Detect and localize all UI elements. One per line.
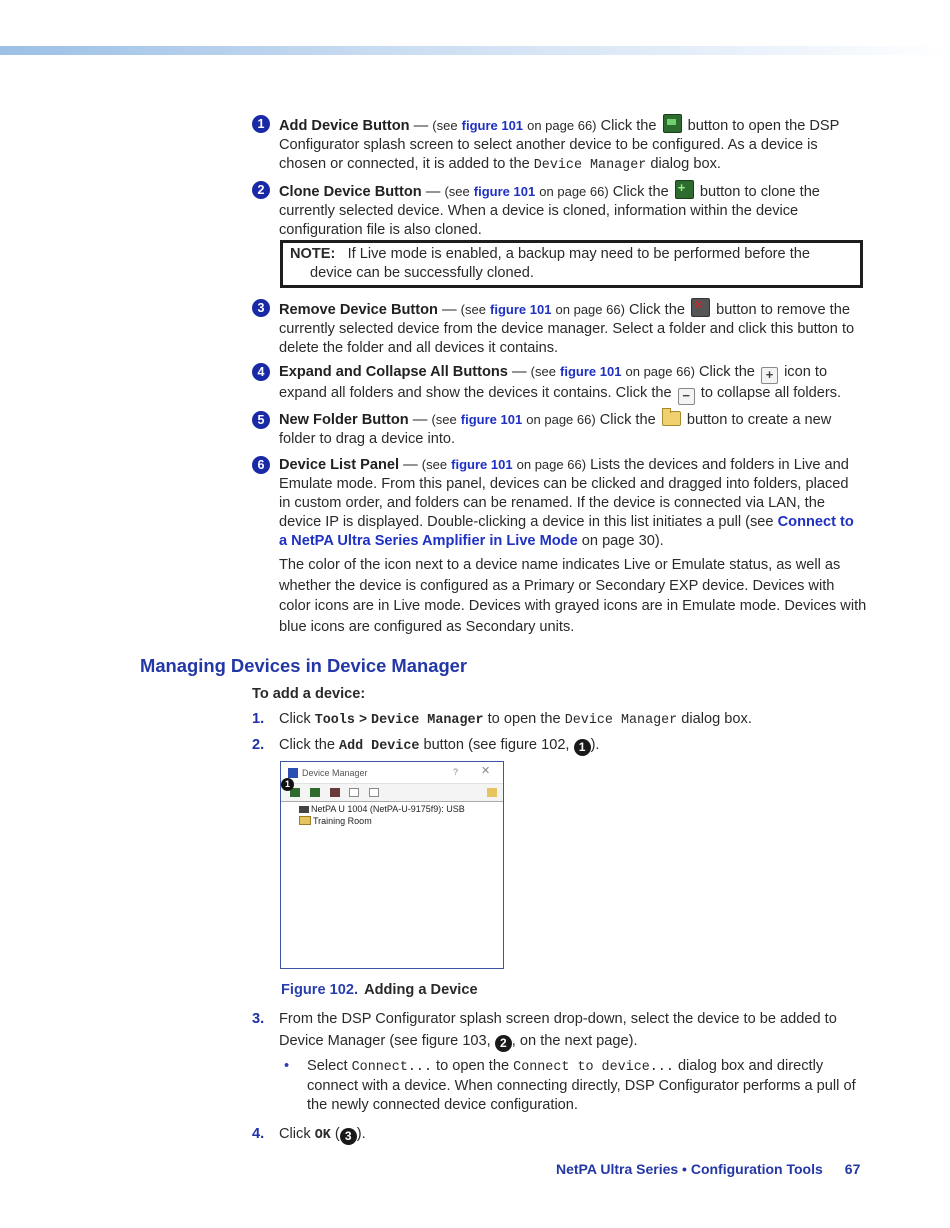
step-number: 2. [252,737,265,753]
header-gradient-bar [0,46,950,55]
color-paragraph: The color of the icon next to a device name indicates Live or Emulate status, as well as whether the device is configured as a Primary or Secondary EXP device. Devices with color icons are in Live mode. Devices with grayed icons are in Emulate mode. Devices with blue icons are configured as Secondary units. [279,557,867,635]
text: button to open the DSP Configurator splash screen to select another device to be configured. As a device is chosen or connected, it is added to the [279,118,840,172]
clone-device-icon [675,180,694,199]
item-expand-collapse [252,362,862,405]
dash: — [512,364,527,380]
figure-caption [281,981,478,1000]
callout-number: 1 [252,115,270,133]
remove-device-icon [691,298,710,317]
figure-link[interactable]: figure 101 [490,302,552,317]
dialog-title: Device Manager [302,768,368,778]
step-number: 4. [252,1126,265,1142]
close-button[interactable]: ✕ [481,765,491,777]
dash: — [425,184,441,200]
text: Lists the devices and folders in Live and Emulate mode. From this panel, devices can be clicked and dragged into folders, placed in custom order, and folders can be renamed. If the device is connected via LAN, the device IP is displayed. Double-clicking a device in this list initiates a pull (see [279,457,849,530]
text: Select [307,1058,348,1074]
text: Click the [612,184,669,200]
text: Click the [698,364,755,380]
item-add-device [252,114,862,175]
text: ). [356,1126,366,1142]
help-button[interactable]: ? [453,767,459,777]
item-term: Add Device Button [279,118,410,134]
item-new-folder [252,410,862,449]
page-ref: on page 66) [625,364,695,379]
item-term: Expand and Collapse All Buttons [279,364,508,380]
text: button to remove the currently selected device from the device manager. Select a folder and click this button to delete the folder and all devices it contains. [279,302,855,356]
step-2 [252,736,872,756]
text: Click the [599,412,656,428]
page-ref: on page 66) [527,118,597,133]
folder-icon [299,816,311,825]
app-icon [288,768,298,778]
callout-number: 4 [252,363,270,381]
see-text: (see [460,302,486,317]
step-number: 1. [252,711,265,727]
text: ( [334,1126,340,1142]
device-label: NetPA U 1004 (NetPA-U-9175f9): USB [311,804,465,814]
note-label: NOTE: [290,246,336,262]
figure-link[interactable]: figure 101 [451,457,513,472]
text: Click [279,711,311,727]
callout-number: 2 [252,181,270,199]
text: ). [590,737,600,753]
item-device-list-panel [252,455,862,551]
text: button to clone the currently selected device. When a device is cloned, information within the device configuration file is also cloned. [279,184,820,238]
see-text: (see [444,184,470,199]
clone-device-icon[interactable] [310,788,320,797]
collapse-icon[interactable] [369,788,379,797]
button-name: Add Device [339,739,420,754]
text: Click the [628,302,685,318]
step-1 [252,710,872,730]
text: button (see figure 102, [423,737,570,753]
section-heading: Managing Devices in Device Manager [140,655,468,676]
folder-label: Training Room [313,816,372,826]
mono-text: Device Manager [564,713,678,728]
text: on page 30). [581,533,664,549]
text: to open the [487,711,561,727]
page-ref: on page 66) [526,412,596,427]
callout-number: 3 [252,299,270,317]
see-text: (see [530,364,556,379]
bullet-dot: • [284,1058,290,1074]
new-folder-icon [662,411,681,426]
text: Click the [279,737,335,753]
list-item[interactable] [299,816,503,828]
remove-device-icon[interactable] [330,788,340,797]
step-3 [252,1008,867,1052]
note-text: If Live mode is enabled, a backup may need to be performed before the [347,246,811,262]
callout-marker: 3 [340,1128,357,1145]
expand-icon: + [761,367,778,384]
list-item[interactable] [299,804,503,816]
add-device-icon [663,114,682,133]
new-folder-icon[interactable] [487,788,497,797]
see-text: (see [432,118,458,133]
figure-link[interactable]: figure 101 [560,364,622,379]
text: Click [279,1126,311,1142]
note-box [280,240,863,288]
step-4 [252,1125,872,1145]
dash: — [442,302,457,318]
page-number: 67 [844,1161,861,1177]
figure-number: Figure 102. [281,982,359,998]
text: to open the [436,1058,510,1074]
bullet-item [284,1057,864,1115]
device-manager-screenshot [280,761,504,969]
mono-text: Device Manager [533,158,647,173]
footer-text: NetPA Ultra Series • Configuration Tools [556,1161,823,1177]
expand-icon[interactable] [349,788,359,797]
callout-marker: 1 [574,739,591,756]
text: Click the [600,118,657,134]
figure-link[interactable]: figure 101 [460,412,523,427]
text: From the DSP Configurator splash screen drop-down, select the device to be added to Device Manager (see figure 103, [279,1011,837,1049]
text: dialog box. [681,711,752,727]
callout-number: 6 [252,456,270,474]
figure-link[interactable]: figure 101 [473,184,536,199]
text: dialog box and directly connect with a device. When connecting directly, DSP Configurator performs a pull of the newly connected device configuration. [307,1058,856,1113]
callout-marker: 1 [281,778,294,791]
page-ref: on page 66) [516,457,587,472]
item-remove-device [252,298,862,358]
collapse-icon: − [678,388,695,405]
page-ref: on page 66) [555,302,625,317]
item-term: New Folder Button [279,412,409,428]
note-text: device can be successfully cloned. [310,265,534,281]
live-mode-link[interactable]: Connect to a NetPA Ultra Series Amplifier in Live Mode [279,514,854,549]
menu-separator: > [358,713,367,728]
text: dialog box. [650,156,721,172]
item-term: Device List Panel [279,457,400,473]
dialog-toolbar [281,783,503,802]
page-ref: on page 66) [539,184,609,199]
see-text: (see [431,412,457,427]
callout-number: 5 [252,411,270,429]
see-text: (see [421,457,448,472]
mono-text: Connect... [351,1060,432,1075]
dash: — [412,412,428,428]
device-list [281,802,503,828]
step-number: 3. [252,1011,265,1027]
text: button to create a new folder to drag a device into. [279,412,832,447]
item-term: Clone Device Button [279,184,422,200]
text: , on the next page). [511,1033,638,1049]
menu-name: Tools [314,713,355,728]
text: to collapse all folders. [700,385,842,401]
figure-title: Adding a Device [364,982,478,998]
button-name: OK [314,1128,331,1143]
page-footer [556,1160,860,1179]
dialog-titlebar [281,762,503,783]
figure-link[interactable]: figure 101 [461,118,524,133]
device-icon [299,806,309,813]
dash: — [403,457,418,473]
dash: — [413,118,429,134]
item-term: Remove Device Button [279,302,438,318]
item-clone-device [252,180,862,240]
procedure-title: To add a device: [252,686,366,702]
mono-text: Connect to device... [513,1060,674,1075]
callout-marker: 2 [495,1035,512,1052]
text: icon to expand all folders and show the devices it contains. Click the [279,364,828,401]
menu-item: Device Manager [371,713,484,728]
